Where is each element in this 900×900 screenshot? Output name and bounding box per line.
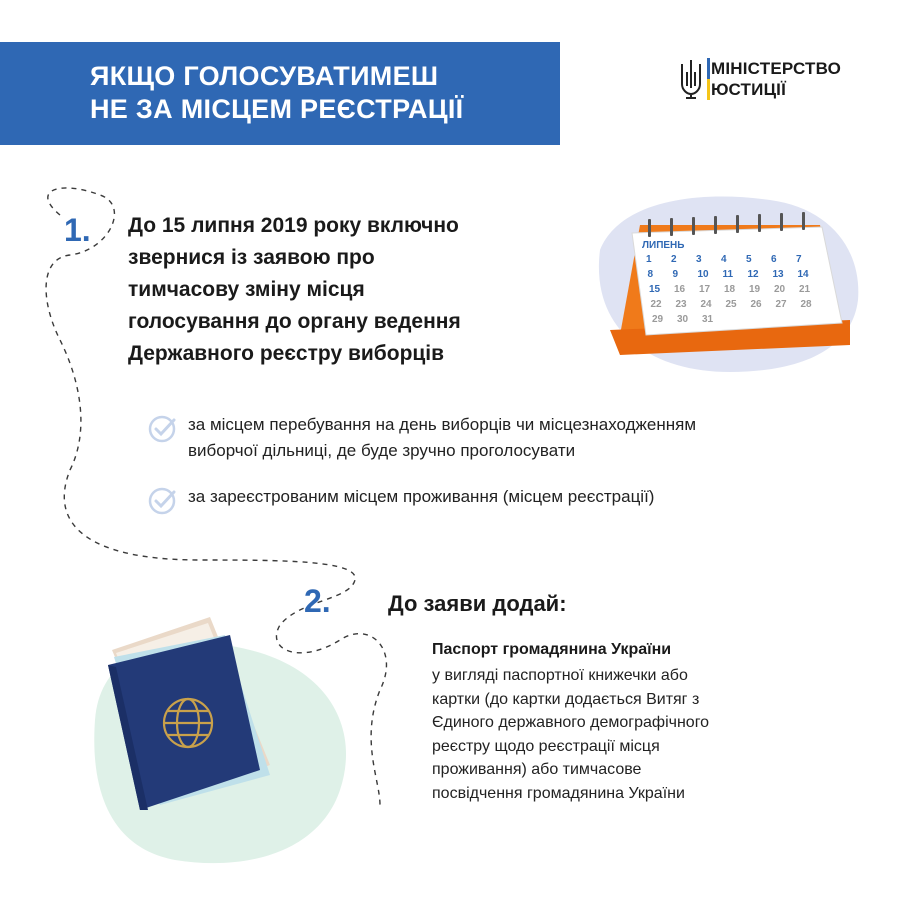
title-line-1: ЯКЩО ГОЛОСУВАТИМЕШ: [90, 61, 439, 91]
passport-illustration: [100, 605, 290, 820]
check-circle-icon: [148, 414, 178, 444]
check-circle-icon: [148, 486, 178, 516]
calendar-day: 23: [675, 299, 687, 310]
option-2: [148, 484, 868, 514]
calendar-day: 4: [721, 254, 727, 265]
option-2-text: [188, 484, 654, 510]
title-line-2: НЕ ЗА МІСЦЕМ РЕЄСТРАЦІЇ: [90, 94, 464, 124]
step-1-text: [128, 210, 578, 370]
calendar-day: 26: [750, 299, 762, 310]
step-1-line: Державного реєстру виборців: [128, 342, 445, 365]
document-description: [432, 664, 709, 805]
calendar-day: 27: [775, 299, 787, 310]
calendar-day: 17: [699, 284, 711, 295]
calendar-day: 2: [671, 254, 677, 265]
calendar-day: 14: [797, 269, 809, 280]
document-line: реєстру щодо реєстрації місця: [432, 737, 660, 755]
document-line: картки (до картки додається Витяг з: [432, 690, 700, 708]
flag-bar: [707, 58, 710, 100]
calendar-day: 20: [774, 284, 786, 295]
option-line: за місцем перебування на день виборців чи місцезнаходженням: [188, 415, 697, 434]
calendar-day: 9: [672, 269, 679, 280]
calendar-day: 6: [771, 254, 777, 265]
calendar-day: 31: [702, 314, 714, 325]
calendar-illustration: [610, 205, 855, 365]
option-line: за зареєстрованим місцем проживання (місцем реєстрації): [188, 487, 655, 506]
calendar-day: 16: [674, 284, 686, 295]
option-1-text: [188, 412, 696, 464]
calendar-day: 1: [646, 254, 652, 265]
calendar-day: 3: [696, 254, 702, 265]
step-2-title: До заяви додай:: [388, 591, 567, 616]
calendar-day: 29: [652, 314, 664, 325]
calendar-day: 5: [746, 254, 752, 265]
step-1-line: тимчасову зміну місця: [128, 278, 365, 301]
calendar-day: 22: [650, 299, 662, 310]
calendar-day: 12: [747, 269, 759, 280]
step-1-line: голосування до органу ведення: [128, 310, 461, 333]
option-line: виборчої дільниці, де буде зручно проголосувати: [188, 441, 576, 460]
calendar-day: 24: [700, 299, 712, 310]
ministry-logo-text: [711, 58, 841, 100]
calendar-day: 28: [800, 299, 812, 310]
calendar-day: 7: [796, 254, 802, 265]
calendar-day: 10: [697, 269, 709, 280]
calendar-day: 13: [772, 269, 784, 280]
calendar-day: 30: [677, 314, 689, 325]
trident-icon: [678, 58, 704, 100]
calendar-day: 18: [724, 284, 736, 295]
step-1-line: До 15 липня 2019 року включно: [128, 214, 459, 237]
calendar-day: 21: [799, 284, 811, 295]
calendar-day: 8: [647, 269, 654, 280]
option-1: [148, 412, 868, 472]
logo-line-1: МІНІСТЕРСТВО: [711, 59, 842, 78]
document-line: проживання) або тимчасове: [432, 761, 642, 778]
document-line: Єдиного державного демографічного: [432, 714, 710, 731]
calendar-day: 25: [725, 299, 737, 310]
calendar-day: 11: [722, 269, 734, 280]
page-title: [90, 60, 550, 126]
document-line: посвідчення громадянина України: [432, 784, 685, 802]
step-2-number: 2.: [304, 583, 331, 619]
document-title: Паспорт громадянина України: [432, 641, 672, 658]
document-line: у вигляді паспортної книжечки або: [432, 667, 688, 684]
calendar-day: 15: [649, 284, 661, 295]
step-1-line: звернися із заявою про: [128, 246, 375, 269]
calendar-day: 19: [749, 284, 761, 295]
calendar-month: ЛИПЕНЬ: [642, 240, 685, 251]
logo-line-2: ЮСТИЦІЇ: [711, 80, 786, 99]
step-1-number: 1.: [64, 212, 91, 248]
